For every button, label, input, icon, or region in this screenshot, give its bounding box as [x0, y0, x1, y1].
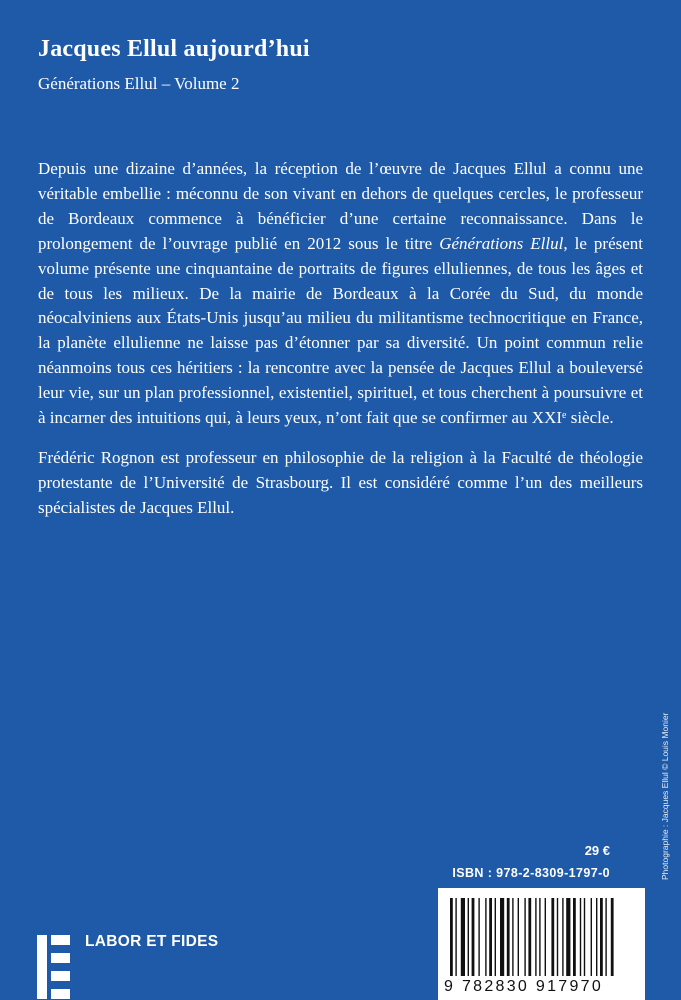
barcode-bar [562, 898, 563, 976]
barcode-bar [495, 898, 496, 976]
barcode-bar [518, 898, 519, 976]
barcode-bar [584, 898, 585, 976]
price-label: 29 € [584, 843, 610, 858]
author-bio-paragraph: Frédéric Rognon est professeur en philosophie de la religion à la Faculté de théologie protestante de l’Université de Strasbourg. Il est considéré comme l’un des meilleurs spécialistes de Jacques Ellul. [38, 447, 643, 517]
book-subtitle: Générations Ellul – Volume 2 [38, 74, 240, 93]
barcode-bar [545, 898, 546, 976]
barcode-bar [591, 898, 592, 976]
barcode-bar [478, 898, 479, 976]
blurb-text: Depuis une dizaine d’années, la réception de l’œuvre de Jacques Ellul a connu une véritable embellie : méconnu de son vivant en dehors de quelques cercles, le professeur de Bordeaux commence à bénéficier d’une certaine reconnaissance. Dans le prolongement de l’ouvrage publié en 2012 sous le titre [38, 159, 643, 253]
back-cover-blurb [38, 157, 643, 521]
barcode-bar [566, 898, 570, 976]
barcode-bar [605, 898, 606, 976]
barcode-bar [472, 898, 475, 976]
blurb-italic-title: Générations Ellul [439, 233, 564, 253]
barcode-bar [539, 898, 540, 976]
barcode-bar [596, 898, 597, 976]
barcode-bar [557, 898, 558, 976]
barcode-digits: 9 782830 917970 [444, 978, 604, 995]
publisher-logo [37, 935, 70, 999]
blurb-paragraph-1 [38, 157, 643, 431]
barcode-bar [524, 898, 525, 976]
barcode-bar [468, 898, 469, 976]
barcode-bars [448, 898, 635, 978]
publisher-name: LABOR ET FIDES [85, 933, 219, 950]
barcode [438, 888, 645, 1000]
barcode-bar [455, 898, 456, 976]
barcode-bar [461, 898, 465, 976]
barcode-bar [507, 898, 510, 976]
blurb-text: siècle. [566, 408, 614, 428]
barcode-bar [489, 898, 492, 976]
blurb-text: , le présent volume présente une cinquantaine de portraits de figures elluliennes, de tous les âges et de tous les milieux. De la mairie de Bordeaux à la Corée du Sud, du monde néocalviniens aux États-Unis jusqu’au milieu du militantisme technocritique en France, la planète ellulienne ne laisse pas d’étonner par sa diversité. Un point commun relie néanmoins tous ces héritiers : la rencontre avec la pensée de Jacques Ellul a bouleversé leur vie, sur un plan professionnel, existentiel, spirituel, et tous cherchent à poursuivre et à incarner des intuitions qui, à leurs yeux, n’ont fait que se confirmer au XXI [38, 233, 643, 428]
barcode-bar [512, 898, 513, 976]
book-title: Jacques Ellul aujourd’hui [38, 36, 310, 62]
barcode-bar [450, 898, 453, 976]
barcode-bar [600, 898, 603, 976]
barcode-bar [485, 898, 486, 976]
barcode-bar [500, 898, 504, 976]
barcode-bar [535, 898, 536, 976]
barcode-bar [611, 898, 614, 976]
barcode-bar [580, 898, 581, 976]
barcode-bar [528, 898, 531, 976]
barcode-bar [573, 898, 576, 976]
isbn-label: ISBN : 978-2-8309-1797-0 [452, 866, 610, 880]
photo-credit: Photographie : Jacques Ellul © Louis Monier [660, 712, 670, 880]
barcode-bar [551, 898, 554, 976]
century-superscript: e [562, 410, 567, 422]
